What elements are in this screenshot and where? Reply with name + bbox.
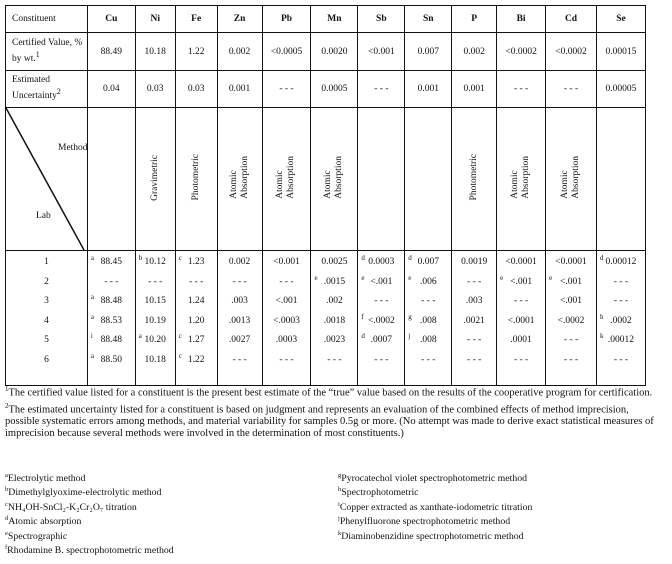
result-cell [263,277,311,297]
footnote [338,499,532,513]
result-value: - - - [148,276,163,287]
method-text: Photometric [468,154,479,201]
result-value: .0007 [370,335,393,345]
result-cell [311,296,357,316]
result-value: <0.001 [273,257,300,267]
result-value: <.0001 [507,315,535,326]
result-cell [358,296,404,316]
method-footnote-mark: a [90,254,94,262]
certified-value: 1.22 [175,33,217,71]
result-value: .0003 [275,335,298,345]
result-value: - - - [421,296,436,306]
footnote-text: Dimethylglyoxime-electrolytic method [8,487,162,499]
certified-value: <0.0002 [497,33,546,71]
method-cell [87,108,135,251]
footnote [5,528,174,542]
result-cell [88,293,135,316]
uncertainty-value: - - - [546,71,597,108]
method-footnote-mark: h [599,312,604,321]
result-value: 0.0025 [321,257,348,267]
uncertainty-value: 0.00005 [596,71,645,108]
result-cell [452,335,496,355]
result-cell [358,355,404,375]
element-header: Sb [358,6,405,33]
method-footnote-mark: f [361,312,364,321]
result-value: .006 [419,276,437,287]
result-value: - - - [613,354,629,365]
lab-results-column [452,251,497,386]
result-value: .0021 [463,315,485,326]
result-value: .0027 [228,335,251,345]
lab-number [6,296,87,316]
result-cell [176,277,217,297]
lab-number [6,355,87,375]
result-value: 10.15 [144,296,166,306]
result-cell [452,296,496,316]
result-value: .0001 [510,335,532,345]
result-value: .008 [419,315,437,326]
footnotes-right [338,470,532,542]
result-cell [358,254,404,277]
method-text: Atomic Absorption [228,156,250,199]
method-text: Atomic Absorption [275,156,297,199]
result-cell [597,277,645,297]
result-value: 88.45 [100,257,123,267]
footnote-mark: i [338,500,340,508]
footnote-text: Spectrographic [7,530,68,542]
result-cell [497,335,545,355]
lab-results-column [135,251,175,386]
result-cell [311,273,357,297]
method-cell [311,108,358,251]
result-cell [263,335,311,355]
method-footnote-mark: c [178,254,182,262]
result-cell [497,316,545,336]
result-cell [136,332,175,355]
method-cell [546,108,597,251]
result-cell [597,312,645,336]
result-cell [218,257,262,277]
uncertainty-value: 0.04 [87,71,135,108]
result-cell [358,312,404,336]
certified-value: 10.18 [135,33,175,71]
result-cell [263,316,311,336]
method-text: Atomic Absorption [560,156,582,199]
certified-value: <0.001 [358,33,405,71]
result-cell [176,254,217,277]
result-cell [497,257,545,277]
result-cell [405,332,451,355]
result-value: 10.19 [144,315,166,326]
result-value: - - - [513,354,529,365]
result-cell [88,277,135,297]
result-value: - - - [613,296,629,306]
footnote [5,484,174,498]
result-value: <.001 [275,296,298,306]
method-text: Gravimetric [149,154,160,201]
element-header: Cu [87,6,135,33]
result-cell [136,254,175,277]
uncertainty-value: 0.001 [405,71,452,108]
footnote-mark: g [338,472,342,479]
result-value: - - - [189,276,204,287]
lab-results-column [358,251,405,386]
lab-results-column [262,251,311,386]
certified-value: <0.0005 [262,33,311,71]
result-cell [136,277,175,297]
lab-id: 2 [44,276,49,287]
footnote-text: Phenylfluorone spectrophotometric method [339,516,511,528]
certified-value: 0.007 [405,33,452,71]
result-cell [263,296,311,316]
result-value: .008 [419,335,437,345]
result-value: <.001 [370,276,393,287]
result-value: 10.18 [144,354,166,365]
result-value: .0015 [323,276,346,287]
method-footnote-mark: c [178,351,182,360]
method-footnote-mark: a [90,312,94,321]
result-cell [405,273,451,297]
footnote-text: Rhodamine B. spectrophotometric method [7,545,174,557]
result-value: .0013 [228,315,251,326]
footnote-mark: f [5,544,8,552]
uncertainty-value: 0.03 [175,71,217,108]
result-cell [405,254,451,277]
footnote [338,484,532,498]
certified-value: 0.0020 [311,33,358,71]
lab-label: Lab [36,211,51,221]
result-cell [546,273,596,297]
result-cell [497,355,545,375]
uncertainty-value: 0.03 [135,71,175,108]
footnote [338,528,532,542]
lab-number [6,277,87,297]
result-value: - - - [374,296,389,306]
result-value: 88.48 [100,335,123,345]
certified-value: 0.002 [217,33,262,71]
lab-id: 5 [44,335,49,345]
footnote-text: Pyrocatechol violet spectrophotometric method [341,473,528,484]
lab-number [6,316,87,336]
result-value: - - - [279,354,294,365]
method-cell [596,108,645,251]
result-cell [88,332,135,355]
result-value: 88.50 [100,354,123,365]
method-footnote-mark: a [138,332,142,340]
result-value: <.0002 [557,315,585,326]
diagonal-divider [6,108,88,250]
result-cell [218,296,262,316]
method-cell [405,108,452,251]
result-value: 1.24 [187,296,205,306]
result-value: - - - [513,296,529,306]
result-value: 88.48 [100,296,123,306]
note-1: $^1$The certified value listed for a constituent is the present best estimate of the “true” value based on the results of the cooperative program for certification. [5,385,653,399]
result-cell [218,316,262,336]
method-footnote-mark: i [90,332,93,340]
result-cell [452,277,496,297]
result-cell [263,257,311,277]
footnote-mark: e [5,529,8,537]
result-value: 10.20 [144,335,166,345]
footnote-mark: j [338,515,340,523]
result-cell [597,332,645,355]
result-cell [311,257,357,277]
lab-number [6,335,87,355]
result-value: - - - [467,276,482,287]
result-cell [358,273,404,297]
footnote [5,513,174,527]
result-value: 0.0019 [461,257,488,267]
result-cell [405,355,451,375]
method-cell [135,108,175,251]
footnote [5,470,174,484]
method-text: Atomic Absorption [323,156,345,199]
result-cell [452,316,496,336]
method-footnote-mark: k [599,332,604,340]
result-value: - - - [279,276,294,287]
result-value: - - - [374,354,389,365]
result-value: .002 [326,296,343,306]
lab-results-column [311,251,358,386]
lab-results-column [596,251,645,386]
result-cell [497,273,545,297]
result-cell [497,296,545,316]
result-value: 0.00012 [605,257,637,267]
lab-results-column [87,251,135,386]
method-footnote-mark: d [599,254,604,262]
result-value: 0.007 [417,257,439,267]
result-value: - - - [563,354,579,365]
footnote-text: Electrolytic method [7,473,86,484]
result-value: <0.0001 [505,257,537,267]
lab-results-column [546,251,597,386]
element-header: Ni [135,6,175,33]
lab-id: 4 [44,315,49,326]
method-cell [358,108,405,251]
result-value: 10.12 [144,257,166,267]
lab-results-column [405,251,452,386]
result-value: <.001 [560,296,583,306]
footnote-text: Copper extracted as xanthate-iodometric titration [339,501,533,513]
result-value: 1.23 [187,257,205,267]
method-footnote-mark: e [500,273,504,282]
method-cell [262,108,311,251]
result-cell [218,277,262,297]
method-footnote-mark: b [138,254,143,262]
footnote [5,499,174,513]
result-cell [263,355,311,375]
footnote [5,542,174,556]
footnote-text: Diaminobenzidine spectrophotometric method [341,530,524,542]
footnotes-left [5,470,174,556]
result-cell [311,355,357,375]
uncertainty-value: - - - [497,71,546,108]
result-value: - - - [104,276,119,287]
result-value: - - - [613,276,629,287]
result-value: 88.53 [100,315,123,326]
element-header: P [452,6,497,33]
lab-id: 3 [44,296,49,306]
lab-results-column [497,251,546,386]
lab-numbers [6,251,88,386]
result-value: 1.20 [187,315,205,326]
result-cell [452,257,496,277]
method-text: Photometric [190,154,201,201]
uncertainty-value: - - - [262,71,311,108]
result-cell [546,296,596,316]
method-footnote-mark: e [408,273,412,282]
result-value: - - - [467,354,482,365]
result-value: <0.0001 [555,257,587,267]
result-value: .00012 [607,335,635,345]
footnote [338,470,532,484]
footnote-mark: h [338,486,342,494]
result-cell [218,335,262,355]
result-cell [176,332,217,355]
result-cell [136,296,175,316]
notes [5,383,665,440]
method-footnote-mark: c [178,332,182,340]
result-cell [546,257,596,277]
footnote-mark: d [5,515,9,523]
result-value: <.0003 [273,315,300,326]
result-value: 1.27 [187,335,205,345]
result-cell [358,332,404,355]
certificate-table [5,5,646,386]
result-cell [405,312,451,336]
certified-value: 0.002 [452,33,497,71]
method-lab-header [6,108,88,251]
uncertainty-value: 0.001 [452,71,497,108]
result-value: <.001 [510,276,533,287]
footnote [338,513,532,527]
result-value: - - - [563,335,579,345]
result-value: 0.0003 [368,257,395,267]
element-header: Pb [262,6,311,33]
element-header: Mn [311,6,358,33]
footnote-text: Atomic absorption [8,516,82,528]
method-cell [175,108,217,251]
element-header: Sn [405,6,452,33]
result-value: <.0002 [367,315,395,326]
method-footnote-mark: e [314,273,318,282]
result-value: .0018 [323,315,346,326]
result-cell [218,355,262,375]
uncertainty-value: 0.001 [217,71,262,108]
uncertainty-value: 0.0005 [311,71,358,108]
result-value: 0.002 [228,257,251,267]
result-cell [88,254,135,277]
certified-value: 88.49 [87,33,135,71]
result-cell [546,355,596,375]
method-cell [497,108,546,251]
result-value: - - - [421,354,436,365]
element-header: Se [596,6,645,33]
result-cell [311,316,357,336]
method-footnote-mark: d [408,254,412,262]
result-cell [176,296,217,316]
result-cell [546,316,596,336]
footnote-mark: b [5,486,9,494]
footnote-mark: c [5,500,8,508]
footnote-mark: k [338,529,342,537]
result-cell [136,355,175,375]
method-footnote-mark: d [361,254,365,262]
certified-value: <0.0002 [546,33,597,71]
method-cell [217,108,262,251]
footnote-text: NH₄OH-SnCl₂-K₂Cr₂O₇ titration [7,501,137,513]
footnote-text: Spectrophotometric [341,487,419,499]
element-header: Cd [546,6,597,33]
method-text: Atomic Absorption [510,156,532,199]
uncertainty-value: - - - [358,71,405,108]
result-cell [176,351,217,375]
method-footnote-mark: a [90,293,94,301]
result-cell [311,335,357,355]
result-cell [88,312,135,336]
method-cell [452,108,497,251]
lab-number [6,257,87,277]
constituent-label: Constituent [6,6,88,33]
result-cell [597,296,645,316]
method-footnote-mark: j [408,332,411,340]
footnote-mark: a [5,472,8,479]
method-footnote-mark: d [361,332,365,340]
result-cell [546,335,596,355]
result-cell [176,316,217,336]
method-footnote-mark: g [408,312,412,321]
note-2: $^2$The estimated uncertainty listed for a constituent is based on judgment and represents an evaluation of the combined effects of method imprecision, possible systematic errors among methods, and material variability for samples 0.5g or more. (No attempt was made to derive exact statistical measures of imprecision because several methods were involved in the determination of most constituents.) [5,401,654,439]
method-footnote-mark: e [549,273,553,282]
result-value: .003 [231,296,248,306]
lab-id: 6 [44,354,49,365]
result-cell [88,351,135,375]
lab-results-column [217,251,262,386]
element-header: Fe [175,6,217,33]
result-value: - - - [467,335,482,345]
result-cell [452,355,496,375]
result-value: - - - [232,276,247,287]
lab-id: 1 [44,257,49,267]
result-value: - - - [327,354,342,365]
lab-results-column [175,251,217,386]
result-value: .0002 [610,315,632,326]
certified-value: 0.00015 [596,33,645,71]
method-footnote-mark: a [90,351,94,360]
element-header: Zn [217,6,262,33]
certified-label: Certified Value, % by wt.$^1$ [6,33,88,71]
method-footnote-mark: e [361,273,365,282]
result-cell [597,355,645,375]
result-value: - - - [232,354,247,365]
result-value: .003 [465,296,483,306]
result-value: .0023 [323,335,346,345]
result-cell [597,254,645,277]
result-value: 1.22 [187,354,205,365]
result-cell [405,296,451,316]
result-value: <.001 [560,276,583,287]
method-label: Method [58,143,88,153]
uncertainty-label: Estimated Uncertainty$^2$ [6,71,88,108]
element-header: Bi [497,6,546,33]
